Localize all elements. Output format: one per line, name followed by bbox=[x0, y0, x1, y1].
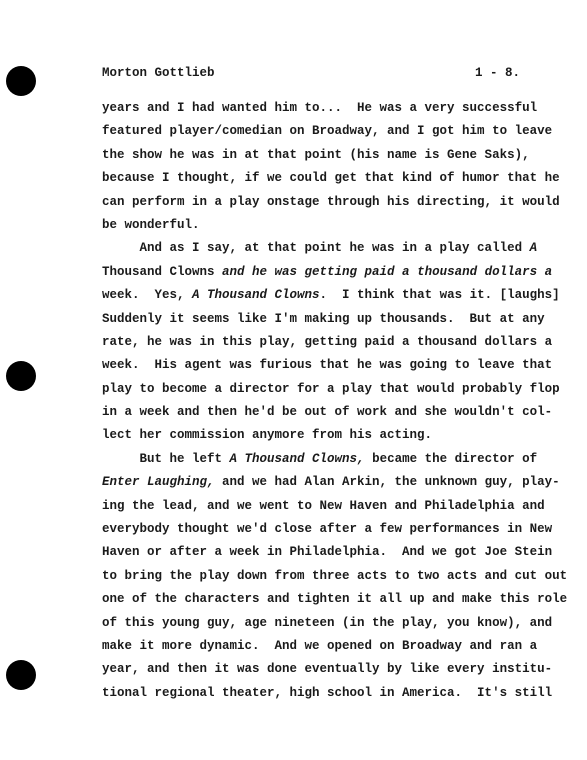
text-line bbox=[102, 144, 530, 167]
text-line bbox=[102, 588, 568, 611]
text-line bbox=[102, 495, 545, 518]
transcript-body bbox=[102, 97, 568, 705]
line-text: became the director of bbox=[364, 451, 538, 466]
text-line bbox=[102, 120, 553, 143]
line-text: to bring the play down from three acts to two acts and cut out bbox=[102, 568, 568, 583]
text-line bbox=[102, 331, 553, 354]
text-line bbox=[102, 518, 553, 541]
line-text: because I thought, if we could get that kind of humor that he bbox=[102, 171, 560, 186]
text-line bbox=[102, 658, 553, 681]
line-text: make it more dynamic. And we opened on Broadway and ran a bbox=[102, 638, 538, 653]
italic-title-text: A bbox=[529, 241, 538, 256]
header-author: Morton Gottlieb bbox=[102, 66, 215, 80]
text-line bbox=[102, 214, 526, 237]
text-line bbox=[102, 448, 538, 471]
text-line bbox=[102, 354, 553, 377]
line-text: . I think that was it. [laughs] bbox=[319, 288, 560, 303]
text-line bbox=[102, 682, 553, 705]
line-text: play to become a director for a play that would probably flop bbox=[102, 381, 560, 396]
text-line bbox=[102, 565, 568, 588]
text-line bbox=[102, 635, 538, 658]
text-line bbox=[102, 97, 538, 120]
text-line bbox=[102, 471, 560, 494]
line-text: in a week and then he'd be out of work and she wouldn't col- bbox=[102, 405, 553, 420]
text-line bbox=[102, 612, 553, 635]
line-text: one of the characters and tighten it all up and make this role bbox=[102, 592, 568, 607]
line-text: But he left bbox=[102, 451, 230, 466]
punch-hole-middle bbox=[6, 361, 36, 391]
text-line bbox=[102, 401, 553, 424]
page-header bbox=[102, 66, 520, 82]
text-line bbox=[102, 237, 538, 260]
line-text: Suddenly it seems like I'm making up thousands. But at any bbox=[102, 311, 545, 326]
line-text: week. Yes, bbox=[102, 288, 193, 303]
italic-title-text: Enter Laughing, bbox=[102, 475, 215, 490]
text-line bbox=[102, 191, 560, 214]
header-page-number: 1 - 8. bbox=[474, 66, 520, 80]
line-text: the show he was in at that point (his name is Gene Saks), bbox=[102, 147, 530, 162]
text-line bbox=[102, 424, 526, 447]
punch-hole-bottom bbox=[6, 660, 36, 690]
line-text: And as I say, at that point he was in a play called bbox=[102, 241, 530, 256]
line-text: lect her commission anymore from his acting. bbox=[102, 428, 433, 443]
text-line bbox=[102, 308, 545, 331]
text-line bbox=[102, 261, 553, 284]
line-text: Haven or after a week in Philadelphia. And we got Joe Stein bbox=[102, 545, 553, 560]
line-text: everybody thought we'd close after a few performances in New bbox=[102, 522, 553, 537]
line-text: year, and then it was done eventually by like every institu- bbox=[102, 662, 553, 677]
line-text: featured player/comedian on Broadway, and I got him to leave bbox=[102, 124, 553, 139]
text-line bbox=[102, 284, 560, 307]
line-text: week. His agent was furious that he was going to leave that bbox=[102, 358, 553, 373]
line-text: rate, he was in this play, getting paid a thousand dollars a bbox=[102, 334, 553, 349]
text-line bbox=[102, 378, 560, 401]
line-text: tional regional theater, high school in America. It's still bbox=[102, 685, 553, 700]
line-text: be wonderful. bbox=[102, 217, 200, 232]
line-text: of this young guy, age nineteen (in the play, you know), and bbox=[102, 615, 553, 630]
italic-title-text: A Thousand Clowns, bbox=[229, 451, 365, 466]
line-text: years and I had wanted him to... He was a very successful bbox=[102, 101, 538, 115]
line-text: Thousand Clowns bbox=[102, 264, 215, 279]
line-text: and we had Alan Arkin, the unknown guy, play- bbox=[214, 475, 560, 490]
text-line bbox=[102, 541, 553, 564]
text-line bbox=[102, 167, 560, 190]
punch-hole-top bbox=[6, 66, 36, 96]
line-text: can perform in a play onstage through his directing, it would bbox=[102, 194, 560, 209]
italic-title-text: and he was getting paid a thousand dollars a bbox=[214, 264, 553, 279]
italic-title-text: A Thousand Clowns bbox=[192, 288, 320, 303]
line-text: ing the lead, and we went to New Haven and Philadelphia and bbox=[102, 498, 545, 513]
